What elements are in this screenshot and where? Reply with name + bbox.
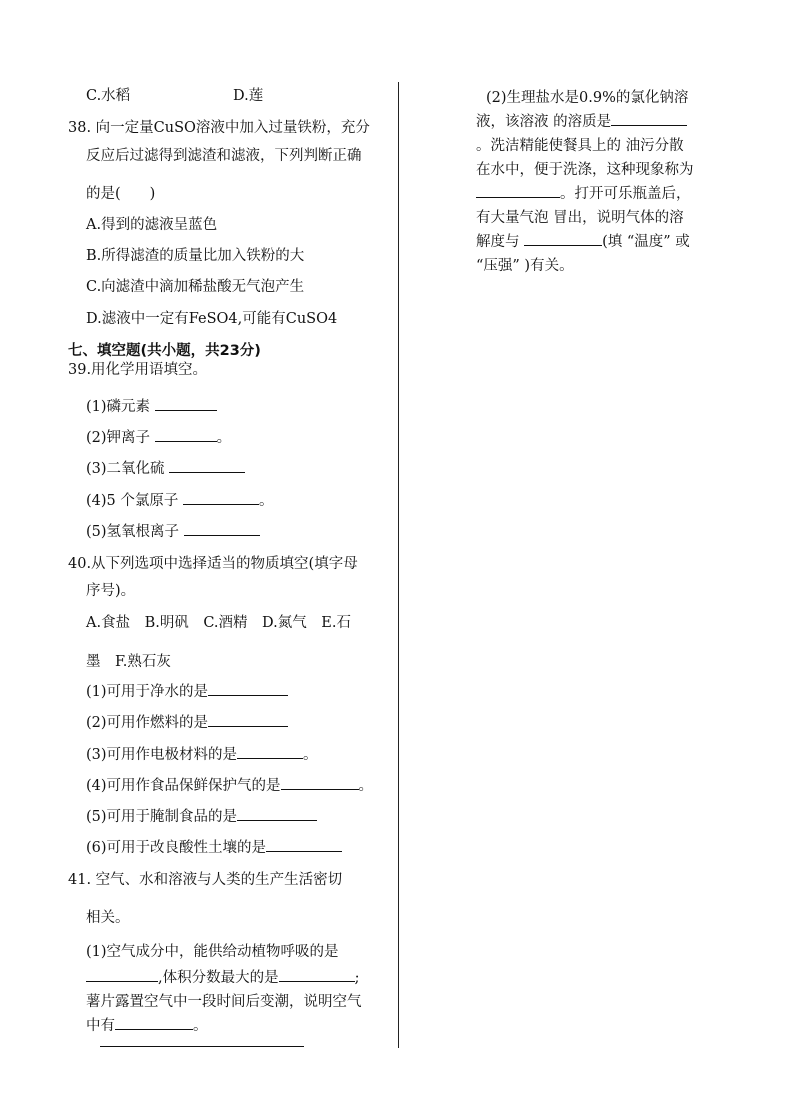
answer-blank[interactable] [476,184,560,198]
q38-stem-line3: 的是( ) [86,186,156,202]
q39-item-3: (3)二氧化硫 [86,457,245,478]
q41-part2-line3: 。洗洁精能使餐具上的 油污分散 [476,138,684,154]
q41-part2-line4: 在水中，便于洗涤，这种现象称为 [476,162,694,178]
q41-part2-line7: 解度与 (填 “温度” 或 [476,234,690,250]
q41-part1-line3: 薯片露置空气中一段时间后变潮，说明空气 [86,994,362,1010]
answer-blank[interactable] [524,232,602,246]
answer-blank[interactable] [281,776,359,790]
section-heading: 七、填空题(共小题，共23分) [68,343,261,359]
answer-blank[interactable] [611,112,687,126]
q41-part1-line2: ,体积分数最大的是 ; [86,966,360,987]
q40-item-6: (6)可用于改良酸性土壤的是 [86,836,342,857]
answer-blank[interactable] [208,713,288,727]
answer-blank[interactable] [237,807,317,821]
q40-options-line1: A.食盐 B.明矾 C.酒精 D.氮气 E.石 [86,615,351,631]
q39-item-2: (2)钾离子 。 [86,430,232,446]
q37-option-c: C.水稻 [86,88,131,104]
q37-option-d: D.莲 [233,88,264,104]
q41-part1-line1: (1)空气成分中，能供给动植物呼吸的是 [86,944,339,960]
q41-part2-line5: 。打开可乐瓶盖后， [476,182,691,203]
answer-blank[interactable] [115,1016,193,1030]
q40-stem-line2: 序号)。 [86,583,136,599]
q39-item-4: (4)5 个氯原子 。 [86,493,274,509]
q39-item-5: (5)氢氧根离子 [86,520,260,541]
answer-blank[interactable] [169,459,245,473]
answer-blank[interactable] [279,968,355,982]
answer-blank[interactable] [155,428,217,442]
q41-part2-line8: “压强” )有关。 [476,258,574,274]
answer-blank[interactable] [86,968,158,982]
q38-option-c: C.向滤渣中滴加稀盐酸无气泡产生 [86,279,305,295]
q38-option-b: B.所得滤渣的质量比加入铁粉的大 [86,248,305,264]
q41-part2-line2: 液，该溶液 的溶质是 [476,110,687,131]
answer-blank[interactable] [266,838,342,852]
q41-stem-line2: 相关。 [86,910,130,926]
q40-item-4: (4)可用作食品保鲜保护气的是 。 [86,778,374,794]
q38-stem-line2: 反应后过滤得到滤渣和滤液，下列判断正确 [86,148,362,164]
answer-blank[interactable] [183,491,259,505]
q38-option-a: A.得到的滤液呈蓝色 [86,217,218,233]
q40-item-1: (1)可用于净水的是 [86,680,288,701]
q39-item-1: (1)磷元素 [86,395,217,416]
column-divider [398,82,399,1048]
q38-stem-line1: 38. 向一定量CuSO溶液中加入过量铁粉，充分 [68,120,370,136]
q39-stem: 39.用化学用语填空。 [68,362,208,378]
q40-options-line2: 墨 F.熟石灰 [86,654,171,670]
q40-item-3: (3)可用作电极材料的是 。 [86,747,318,763]
answer-blank[interactable] [208,682,288,696]
q40-stem-line1: 40.从下列选项中选择适当的物质填空(填字母 [68,556,358,572]
q41-part2-line6: 有大量气泡 冒出，说明气体的溶 [476,210,684,226]
q40-item-2: (2)可用作燃料的是 [86,711,288,732]
q40-item-5: (5)可用于腌制食品的是 [86,805,317,826]
answer-blank[interactable] [155,397,217,411]
q41-part2-line1: (2)生理盐水是0.9%的氯化钠溶 [486,90,689,106]
answer-line-rule [100,1046,304,1047]
answer-blank[interactable] [237,745,303,759]
q41-part1-line4: 中有 。 [86,1018,208,1034]
q38-option-d: D.滤液中一定有FeSO4,可能有CuSO4 [86,311,338,327]
q41-stem-line1: 41. 空气、水和溶液与人类的生产生活密切 [68,872,343,888]
answer-blank[interactable] [184,522,260,536]
